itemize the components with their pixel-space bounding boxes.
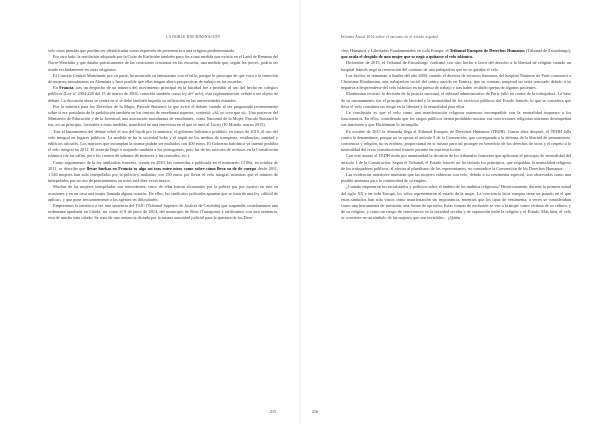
text-run: El Consejo Central Musulmán, por su parte, ha mostrado su entusiasmo con el fallo, porque le preocupa de que vaya a la inserción de mujeres musulmanas en Alemania y hace posible que ellas tengan ahora perspectivas de trabajo en las escuelas. xyxy=(48,72,278,85)
right-page-number: 216 xyxy=(312,409,318,414)
right-page xyxy=(300,0,600,424)
text-run: Muchas de las mujeres interpeladas son reincidentes, cinco de ellas fueron alcanzadas por la policía por por motivo en este en ocasiones y en un caso una mujer llamada alguna ocasión. De ellos, los sindicatos policiales apuntan que se trata de una ley «difícil de aplicar» y que pone frecuentemente a los agentes en dificultades. xyxy=(48,184,278,202)
paragraph xyxy=(48,203,278,222)
paragraph xyxy=(341,184,571,221)
paragraph xyxy=(341,48,571,60)
paragraph xyxy=(341,172,571,184)
bold-text: llevar burkas en Francia es algo así tras entre otros como sobre cómo lleva su de de cuerpo xyxy=(86,165,257,171)
text-run: desde 2011, 1.546 mujeres han sido interpeladas por la policía y multadas con 150 euros por llevar el velo integral, mientras que el número de interpelados por no uso de pensamientos en estos está diez veces mayor. xyxy=(48,165,278,184)
text-run: La conclusión es que el velo como una manifestación religiosa ostentosa incompatible con la neutralidad impuesta a los funcionarios. En ellos, considerado que los cargos públicos tienen prohibido mostrar sus convicciones religiosas mientras desempeñan sus funciones y que Ebrahimian lo incumplía. xyxy=(341,110,571,128)
right-running-head: Informe Anual 2016 sobre el racismo en el estado español xyxy=(341,35,439,39)
bold-text: que avala el despido de una mujer que se negó a quitarse el velo islámico. xyxy=(341,54,474,60)
text-run: Como seguimiento de la ley antiburkas francesa, creada en 2010, las cometidas a publicada en el ministerio Cl 08a, en octubre de 2011, se describe que xyxy=(48,159,278,171)
text-run: Ebrahimian recurrió la decisión de la justicia nacional, el tribunal administrativo de París falló en contra de la trabajadora. La base de su razonamiento fue el principio de laicidad y la neutralidad de los servicios públicos del Estado francés, lo que se considera que lleva el velo constituía un riesgo en la libertad y la neutralidad para ellos. xyxy=(341,91,571,109)
paragraph xyxy=(48,129,278,160)
bold-text: Francia xyxy=(59,85,74,91)
text-run: (Tribunal de Estrasburgo), xyxy=(524,48,571,53)
italic-text: ley del velo xyxy=(182,91,202,97)
text-run: Fue la ministra para los Derechos de la Mujer, Pascale Boistard, la que avivó el debate cuando al ser preguntada recientemente sobre si era partidaria de la prohibición también en los centros de enseñanza superior, contestó: «Sí, yo creo que sí». Una portavoz del Ministerio de Educación y de la Juventud, una asociación musulmana de estudiantes, como Nacional de la Mujer, Pascale Boistard le fue, en un principio, favorable a estas medidas, manifestó en una entrevista en el que se unió al Lacity (El Mundo, marzo 2015). xyxy=(48,103,278,128)
paragraph xyxy=(341,60,571,72)
paragraph xyxy=(341,129,571,154)
paragraph xyxy=(48,160,278,185)
text-run: Por otro lado, la resolución adoptada por la Corte de Karlsruhe también puso fin a una medida que existía en el Land de Renania del Norte-Westfalia y que databa prácticamente de las creaciones cristianas en las escuelas, una medida que, según los jueces, podría ser usada excluidamente en otras religiones. xyxy=(48,54,278,72)
text-run: Con este asunto el TEDH avala por unanimidad la decisión de los tribunales franceses que aplicaron el principio de neutralidad del artículo 1 de la Constitución. Según el Tribunal, el Estado francés no ha violado los principios, que respaldan la neutralidad religiosa de los trabajadores públicos, al afectar al pluralismo de los representantes, no contradice la Convención de los Derechos Humanos. xyxy=(341,153,571,171)
paragraph xyxy=(48,104,278,129)
text-run: Los hechos se remontan a finales del año 2000, cuando el director de recursos humanos del hospital Nanterre de París comunicó a Christiane Ebrahimian, una trabajadora social del centro nacido en Francia, que su contrato temporal no sería renovado debido a su negativa a desprenderse del velo islámico en su puesto de trabajo y tras haber recibido quejas de algunos pacientes. xyxy=(341,72,571,91)
paragraph xyxy=(341,73,571,92)
paragraph xyxy=(341,110,571,129)
paragraph xyxy=(341,153,571,172)
text-run: Las evidencias anteriores muestran que las mujeres cubiertas con velo, debido a su vestimenta especial, son observadas como una posible amenaza para la continuidad de su empleo. xyxy=(341,172,571,184)
left-page-number: 215 xyxy=(270,409,276,414)
paragraph xyxy=(48,73,278,85)
text-run: chos Humanos y Libertades Fundamentales en toda Europa, el xyxy=(341,48,450,53)
left-body-text xyxy=(48,48,278,222)
left-running-head: LA DOBLE DISCRIMINACIÓN xyxy=(166,35,221,39)
text-run: Empezamos la temática a ver una sentencia del TSJC (Tribunal Superior de Justicia de Cataluña) que suspendía cautelarmente una ordenanza aprobada en Lleida, así como el 8 de junio de 2014, del municipio de Reus (Tarragona) y ratificamos con otra sentencia, esta de mucho más calado. Se trata de una sentencia dictada por la misma autoridad judicial para la apertura de los Dere- xyxy=(48,203,278,221)
text-run: ), esta reglamentación velada a ser objeto de debate. La discusión ahora se centra en si se debe también impedir su utilización en las universidades estatales. xyxy=(48,91,278,103)
paragraph xyxy=(48,85,278,104)
text-run: En octubre de 2015 la demanda llega al Tribunal Europeo de Derechos Humanos (TEDH). Cuatro años después, el TEDH falla contra la demandante, porque no se opone al artículo 9 de la Convención, que corresponde a la defensa de la libertad de pensamiento, conciencia y religión, no es erróneo, proporcional en sí mismo para así proteger en beneficio de los derechos de otros y el respeto a la neutralidad del texto constitucional francés permite en esta restricción. xyxy=(341,128,571,153)
bold-text: Tribunal Europeo de Derechos Humanos xyxy=(449,48,525,53)
text-run: ¿Cuándo empezaron los racializados y políticos sobre el ámbito de los ámbitos religiosos? Históricamente, durante la primera mitad del siglo XX y en toda Europa, los velos representaron el estado de la mujer. La conciencia laica europea tiene un pasado en el que estos símbolos han sido vistos como manifestación sin importancia, mientras que los tipos de vestimenta, a veces se consideraban como una herramienta de sumisión, una forma de opresión. Estas formas de exclusión se ven a la mujer como víctima de su cultura, y de su religión, y como un riesgo de convivencia en la sociedad secular y de separación entre la religión y el Estado. Más bien, el velo se convierte en un símbolo de las mujeres que son invisibles... ¿Quién xyxy=(341,184,571,221)
paragraph xyxy=(341,91,571,110)
text-run: , tras un despacho de un número del movimiento principal en la laicidad fue a prohibir el uso del hecho en colegios públicos (Ley nº 2004-228 del 15 de marzo de 2004, conocida también como xyxy=(48,85,278,97)
text-run: velo otras prendas que puedan ser identificadas como expresión de pertenencia a una religión predeterminada. xyxy=(48,48,236,53)
text-run: Diciembre de 2015, el Tribunal de Estrasburgo confirmó con otro hecho a favor del derecho a la libertad de religión cuando un hospital francés negó la renovación del contrato de una trabajadora que no se quitaba el velo. xyxy=(341,60,571,72)
paragraph xyxy=(48,184,278,203)
right-body-text xyxy=(341,48,571,222)
paragraph xyxy=(48,54,278,73)
text-run: Tras el lanzamiento del debate sobre el uso del hiyab por la ministra, el gobierno balcánico prohibió, en mayo de 2015, el uso del velo integral en lugares públicos. La medida se ha la sociedad boka y el niqab no los medios de transporte, residencias, sanidad y edificios oficiales. Los mayores que incumplan la norma podrán ser multados con 400 euros. El Gobierno balcánico ya intentó prohibir el velo integral en 2012. El acuerdo llegó a aceptarlo también a los portugueses, pero las de los sectores de reclusos en la Constitución islámica (de las calles, pero los centros de urbanos de menores y las centrales, etc.). xyxy=(48,128,278,159)
text-run: En xyxy=(53,85,60,91)
